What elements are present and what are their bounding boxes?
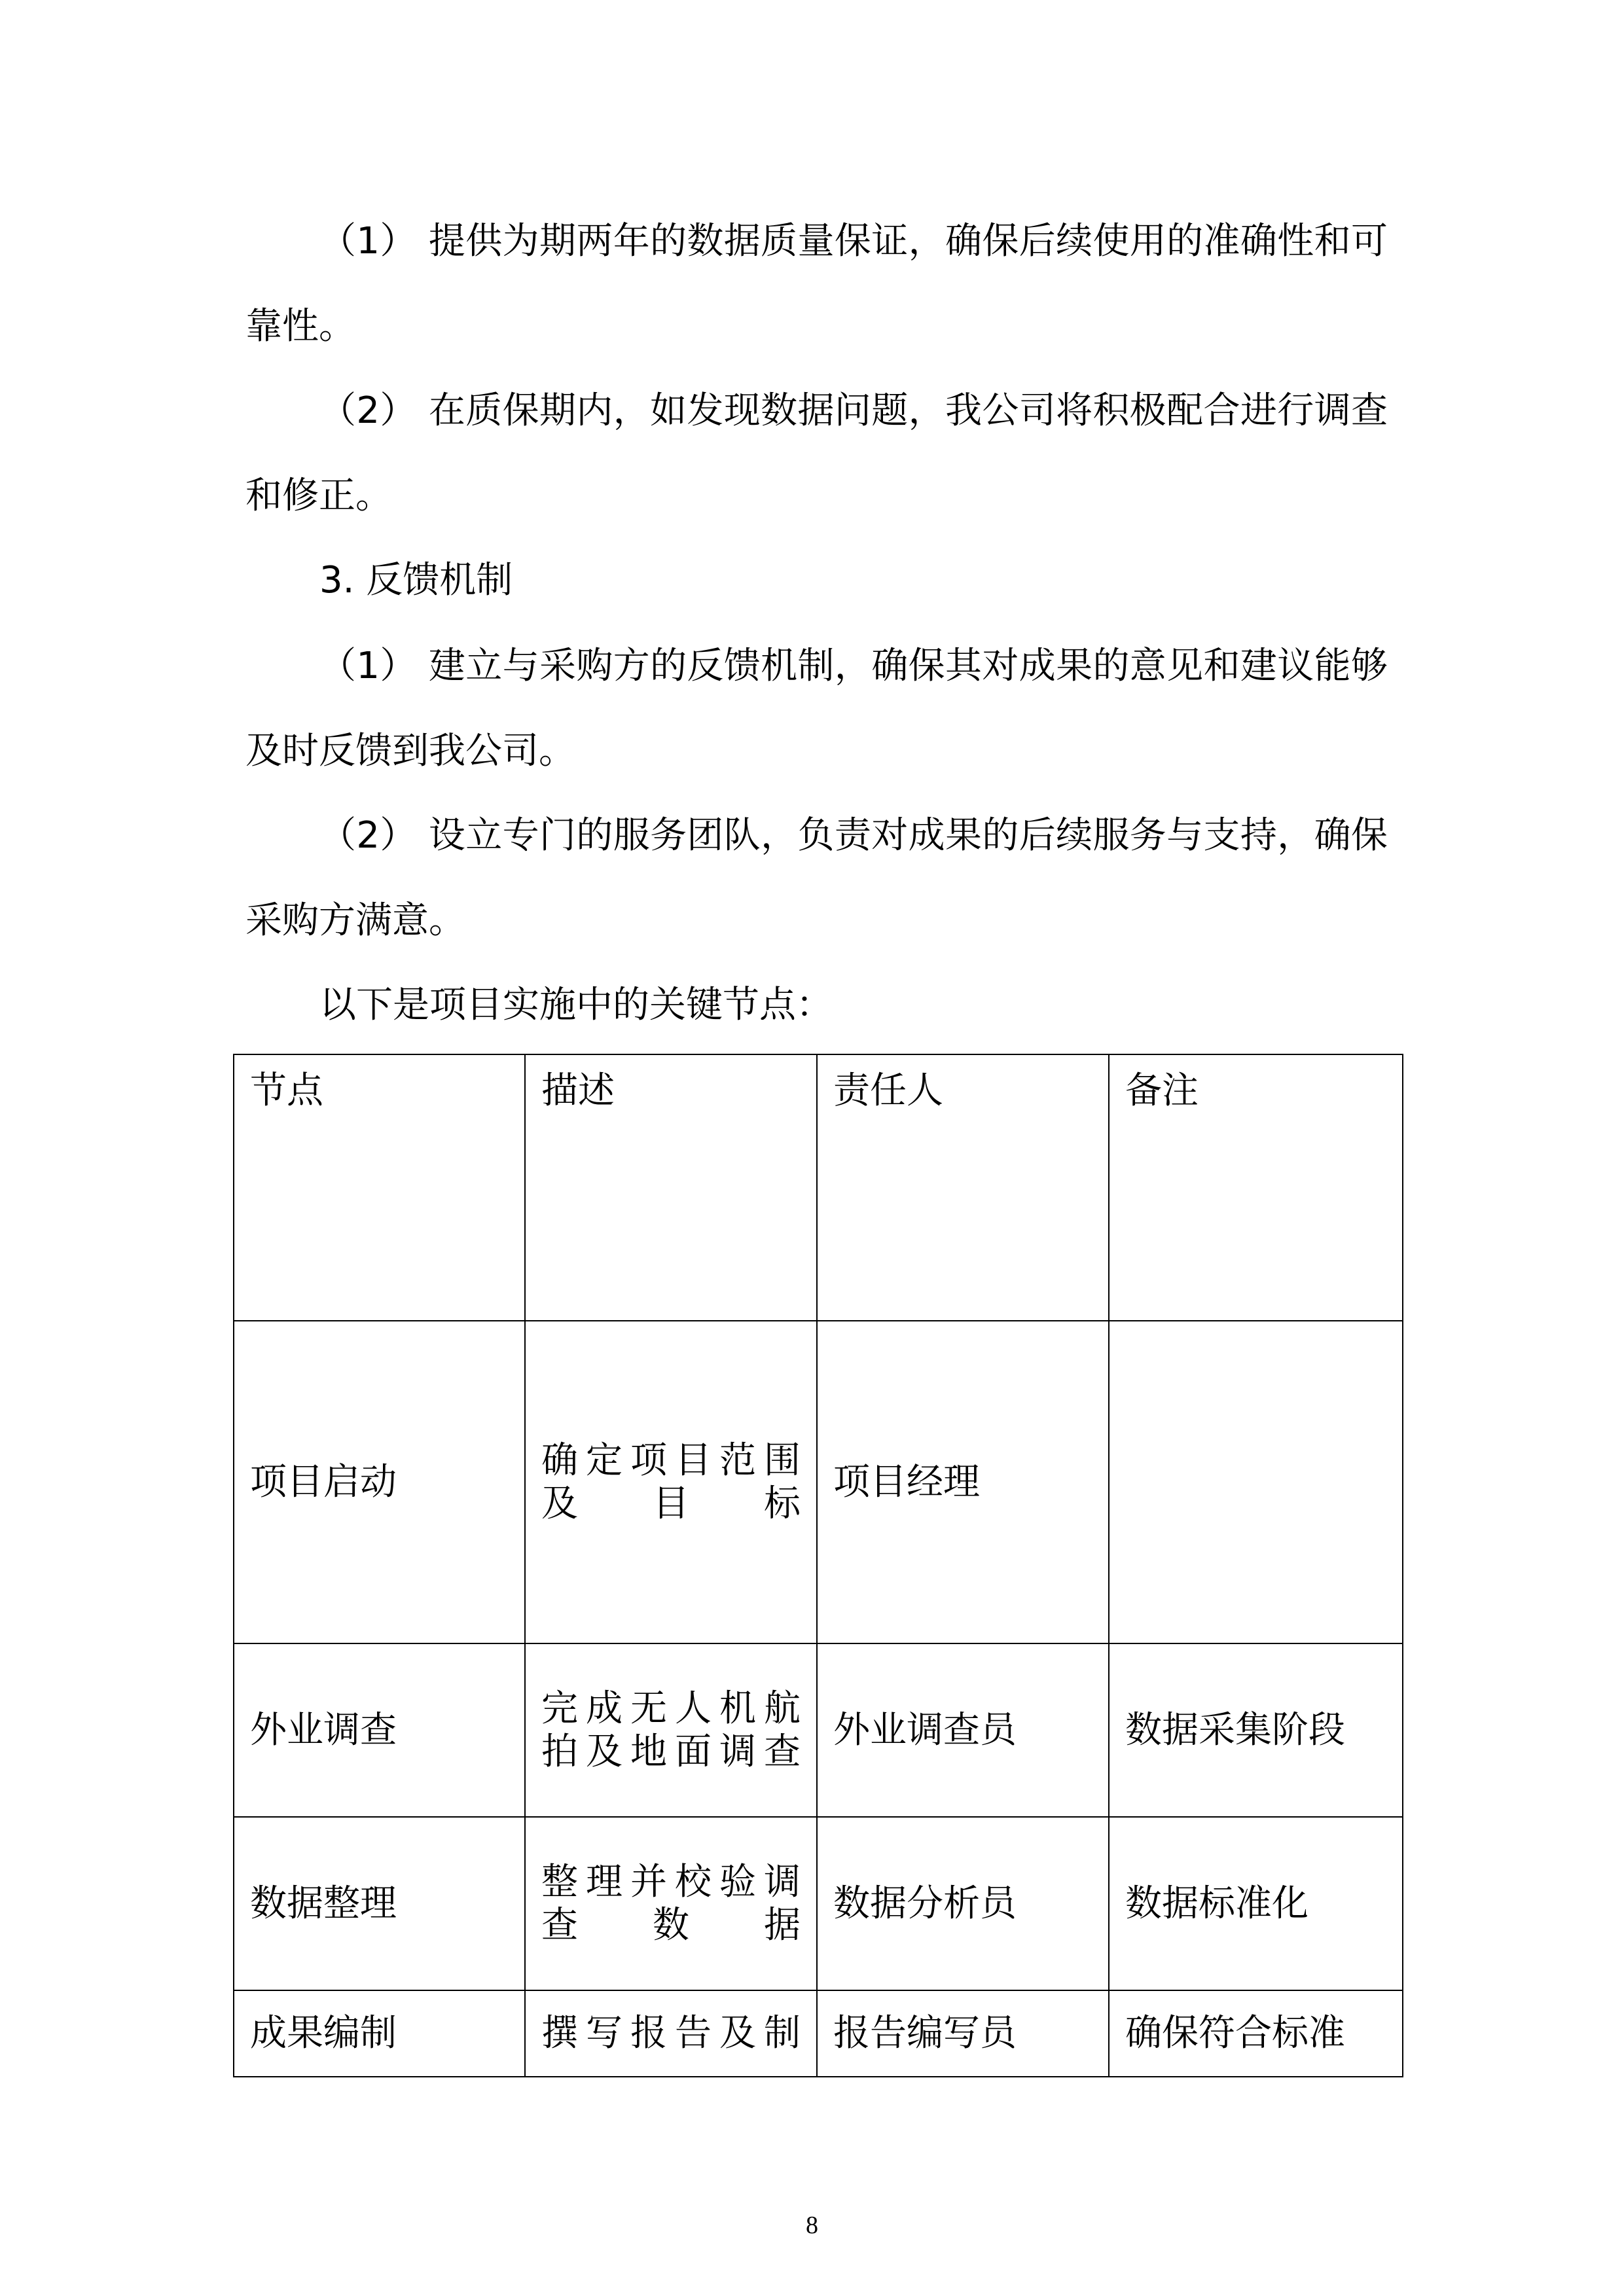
- header-note: 备注: [1109, 1054, 1403, 1321]
- table-row: [234, 1321, 1403, 1643]
- cell-description: [525, 1643, 817, 1817]
- cell-owner: 项目经理: [817, 1321, 1109, 1643]
- description-line: 及目标: [541, 1482, 801, 1525]
- paragraph-warranty-correction: （2） 在质保期内，如发现数据问题，我公司将积极配合进行调查和修正。: [245, 389, 1388, 517]
- cell-note: 确保符合标准: [1109, 1990, 1403, 2077]
- page-number: 8: [806, 2212, 818, 2239]
- table-row: [234, 1643, 1403, 1817]
- description-line: 拍及地面调查: [541, 1730, 801, 1773]
- cell-node: 数据整理: [234, 1817, 525, 1990]
- table-header-row: [234, 1054, 1403, 1321]
- description-line: 查数据: [541, 1903, 801, 1946]
- table-row: [234, 1817, 1403, 1990]
- description-line: 确定项目范围: [541, 1439, 801, 1482]
- paragraph-feedback-mechanism: （1） 建立与采购方的反馈机制，确保其对成果的意见和建议能够及时反馈到我公司。: [245, 645, 1388, 772]
- key-milestones-table: [233, 1054, 1403, 2077]
- description-line: 撰写报告及制: [541, 2012, 801, 2054]
- paragraph-service-team: （2） 设立专门的服务团队，负责对成果的后续服务与支持，确保采购方满意。: [245, 814, 1388, 942]
- cell-node: 成果编制: [234, 1990, 525, 2077]
- section-heading-feedback: 3. 反馈机制: [319, 559, 513, 601]
- paragraph-quality-guarantee: （1） 提供为期两年的数据质量保证，确保后续使用的准确性和可靠性。: [245, 220, 1388, 348]
- cell-node: 项目启动: [234, 1321, 525, 1643]
- cell-node: 外业调查: [234, 1643, 525, 1817]
- table-row: [234, 1990, 1403, 2077]
- header-description: 描述: [525, 1054, 817, 1321]
- cell-owner: 报告编写员: [817, 1990, 1109, 2077]
- cell-description: [525, 1817, 817, 1990]
- table-intro: 以下是项目实施中的关键节点：: [319, 984, 833, 1026]
- description-line: 完成无人机航: [541, 1687, 801, 1730]
- cell-note: [1109, 1321, 1403, 1643]
- header-owner: 责任人: [817, 1054, 1109, 1321]
- cell-owner: 数据分析员: [817, 1817, 1109, 1990]
- cell-description: [525, 1990, 817, 2077]
- description-line: 整理并校验调: [541, 1860, 801, 1903]
- cell-owner: 外业调查员: [817, 1643, 1109, 1817]
- cell-note: 数据采集阶段: [1109, 1643, 1403, 1817]
- cell-description: [525, 1321, 817, 1643]
- header-node: 节点: [234, 1054, 525, 1321]
- cell-note: 数据标准化: [1109, 1817, 1403, 1990]
